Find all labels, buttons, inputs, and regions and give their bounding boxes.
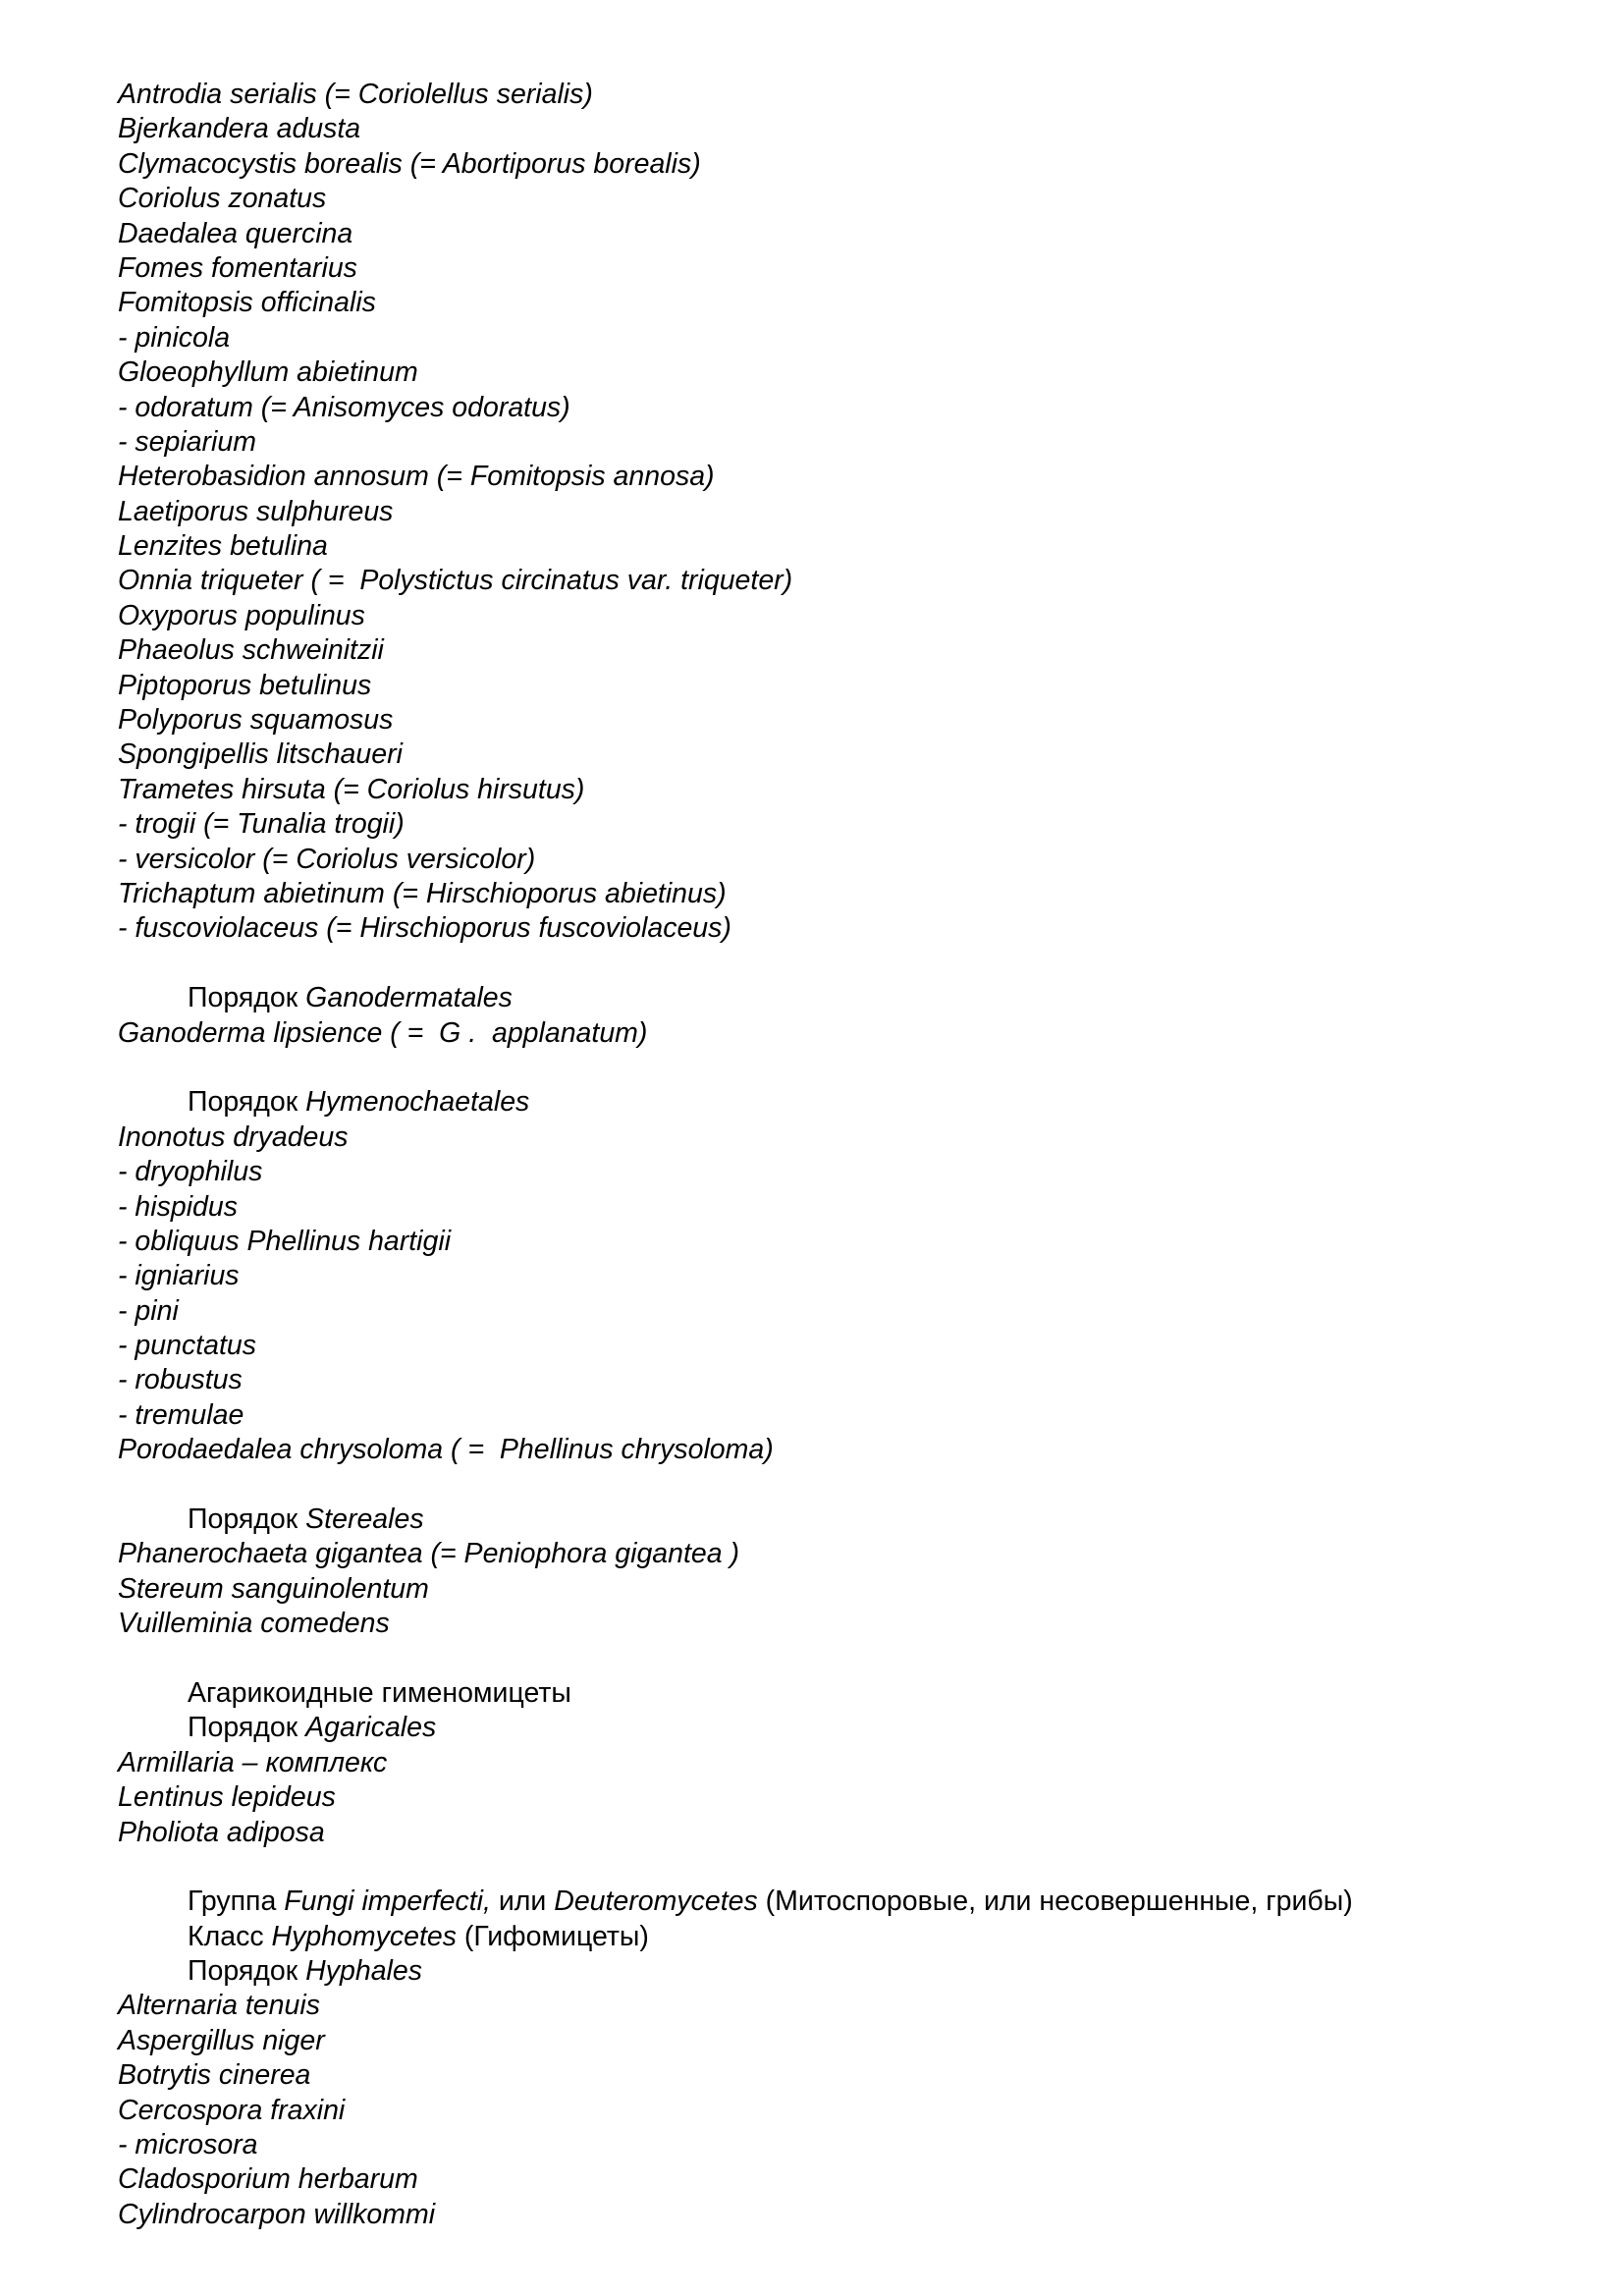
species-entry: Fomes fomentarius (118, 251, 357, 284)
taxon-heading (118, 1954, 1542, 1989)
species-entry: - hispidus (118, 1190, 238, 1223)
species-entry: - dryophilus (118, 1156, 263, 1188)
taxon-rank-label: Агарикоидные гименомицеты (188, 1676, 571, 1709)
species-entry: Botrytis cinerea (118, 2059, 311, 2092)
species-entry: - robustus (118, 1364, 243, 1396)
species-entry: - pini (118, 1294, 179, 1327)
blank-line (118, 1468, 1542, 1503)
species-entry: Stereum sanguinolentum (118, 1572, 429, 1605)
species-entry: - igniarius (118, 1260, 240, 1292)
species-entry: - obliquus Phellinus hartigii (118, 1225, 452, 1257)
blank-line (118, 947, 1542, 981)
species-entry: Cylindrocarpon willkommi (118, 2198, 436, 2230)
species-entry: Lenzites betulina (118, 530, 328, 563)
taxon-rank-label: (Митоспоровые, или несовершенные, грибы) (757, 1886, 1353, 1918)
species-entry: Spongipellis litschaueri (118, 738, 403, 771)
species-entry: Pholiota adiposa (118, 1816, 325, 1848)
species-entry: Trametes hirsuta (= Coriolus hirsutus) (118, 773, 585, 805)
species-entry: Polyporus squamosus (118, 704, 394, 737)
species-entry: - tremulae (118, 1398, 244, 1431)
species-entry: Piptoporus betulinus (118, 669, 372, 701)
species-entry: Bjerkandera adusta (118, 113, 361, 145)
taxon-heading (118, 1503, 1542, 1537)
species-entry: Vuilleminia comedens (118, 1608, 390, 1640)
taxon-name: Agaricales (305, 1712, 437, 1744)
species-entry: Armillaria – комплекс (118, 1746, 388, 1778)
species-entry: Lentinus lepideus (118, 1781, 336, 1814)
taxon-rank-label: Порядок (188, 1503, 306, 1536)
species-entry: - odoratum (= Anisomyces odoratus) (118, 391, 570, 423)
taxon-name: Fungi imperfecti, (284, 1886, 491, 1918)
species-entry: - versicolor (= Coriolus versicolor) (118, 843, 536, 875)
species-entry: Phaeolus schweinitzii (118, 634, 384, 667)
blank-line (118, 1642, 1542, 1676)
taxon-rank-label: Порядок (188, 1086, 306, 1119)
species-entry: Heterobasidion annosum (= Fomitopsis annosa) (118, 461, 715, 493)
species-entry: - microsora (118, 2129, 258, 2161)
taxon-name: Hyphales (305, 1955, 422, 1988)
species-entry: Antrodia serialis (= Coriolellus serialis) (118, 79, 593, 110)
species-entry: Fomitopsis officinalis (118, 287, 376, 319)
taxon-rank-label: Группа (188, 1886, 285, 1918)
species-entry: Alternaria tenuis (118, 1990, 320, 2022)
taxon-rank-label: (Гифомицеты) (457, 1920, 649, 1952)
taxon-name: Ganodermatales (305, 982, 513, 1014)
taxon-heading (118, 1885, 1542, 1919)
species-entry: - fuscoviolaceus (= Hirschioporus fuscoviolaceus) (118, 912, 731, 945)
taxon-name: Stereales (305, 1503, 424, 1536)
document-page (118, 78, 1542, 2232)
species-entry: - sepiarium (118, 425, 256, 458)
taxon-heading (118, 1676, 1542, 1711)
species-entry: Cladosporium herbarum (118, 2163, 418, 2196)
species-entry: Phanerochaeta gigantea (= Peniophora gigantea ) (118, 1538, 740, 1570)
species-entry: Porodaedalea chrysoloma ( = Phellinus chrysoloma) (118, 1434, 774, 1466)
species-entry: - trogii (= Tunalia trogii) (118, 808, 405, 841)
taxon-name: Hymenochaetales (305, 1086, 530, 1119)
taxon-name: Deuteromycetes (554, 1886, 758, 1918)
species-entry: Trichaptum abietinum (= Hirschioporus abietinus) (118, 877, 727, 909)
species-entry: Ganoderma lipsience ( = G . applanatum) (118, 1016, 648, 1049)
species-entry: Coriolus zonatus (118, 183, 327, 215)
taxon-heading (118, 981, 1542, 1015)
taxon-heading (118, 1085, 1542, 1120)
taxon-rank-label: Порядок (188, 1955, 306, 1988)
species-entry: - pinicola (118, 321, 231, 354)
blank-line (118, 1051, 1542, 1085)
taxon-heading (118, 1711, 1542, 1745)
taxon-rank-label: Порядок (188, 1712, 306, 1744)
species-entry: Daedalea quercina (118, 217, 353, 249)
species-entry: Oxyporus populinus (118, 599, 365, 631)
blank-line (118, 1850, 1542, 1885)
taxon-rank-label: или (490, 1886, 555, 1918)
species-entry: Laetiporus sulphureus (118, 495, 394, 527)
taxon-rank-label: Класс (188, 1920, 272, 1952)
taxon-rank-label: Порядок (188, 982, 306, 1014)
species-entry: Inonotus dryadeus (118, 1121, 349, 1153)
taxon-name: Hyphomycetes (271, 1920, 457, 1952)
species-entry: - punctatus (118, 1330, 256, 1362)
species-entry: Clymacocystis borealis (= Abortiporus borealis) (118, 147, 701, 180)
species-entry: Gloeophyllum abietinum (118, 356, 418, 389)
species-entry: Aspergillus niger (118, 2024, 325, 2056)
taxon-heading (118, 1920, 1542, 1954)
species-entry: Onnia triqueter ( = Polystictus circinatus var. triqueter) (118, 565, 793, 597)
species-entry: Cercospora fraxini (118, 2094, 346, 2126)
